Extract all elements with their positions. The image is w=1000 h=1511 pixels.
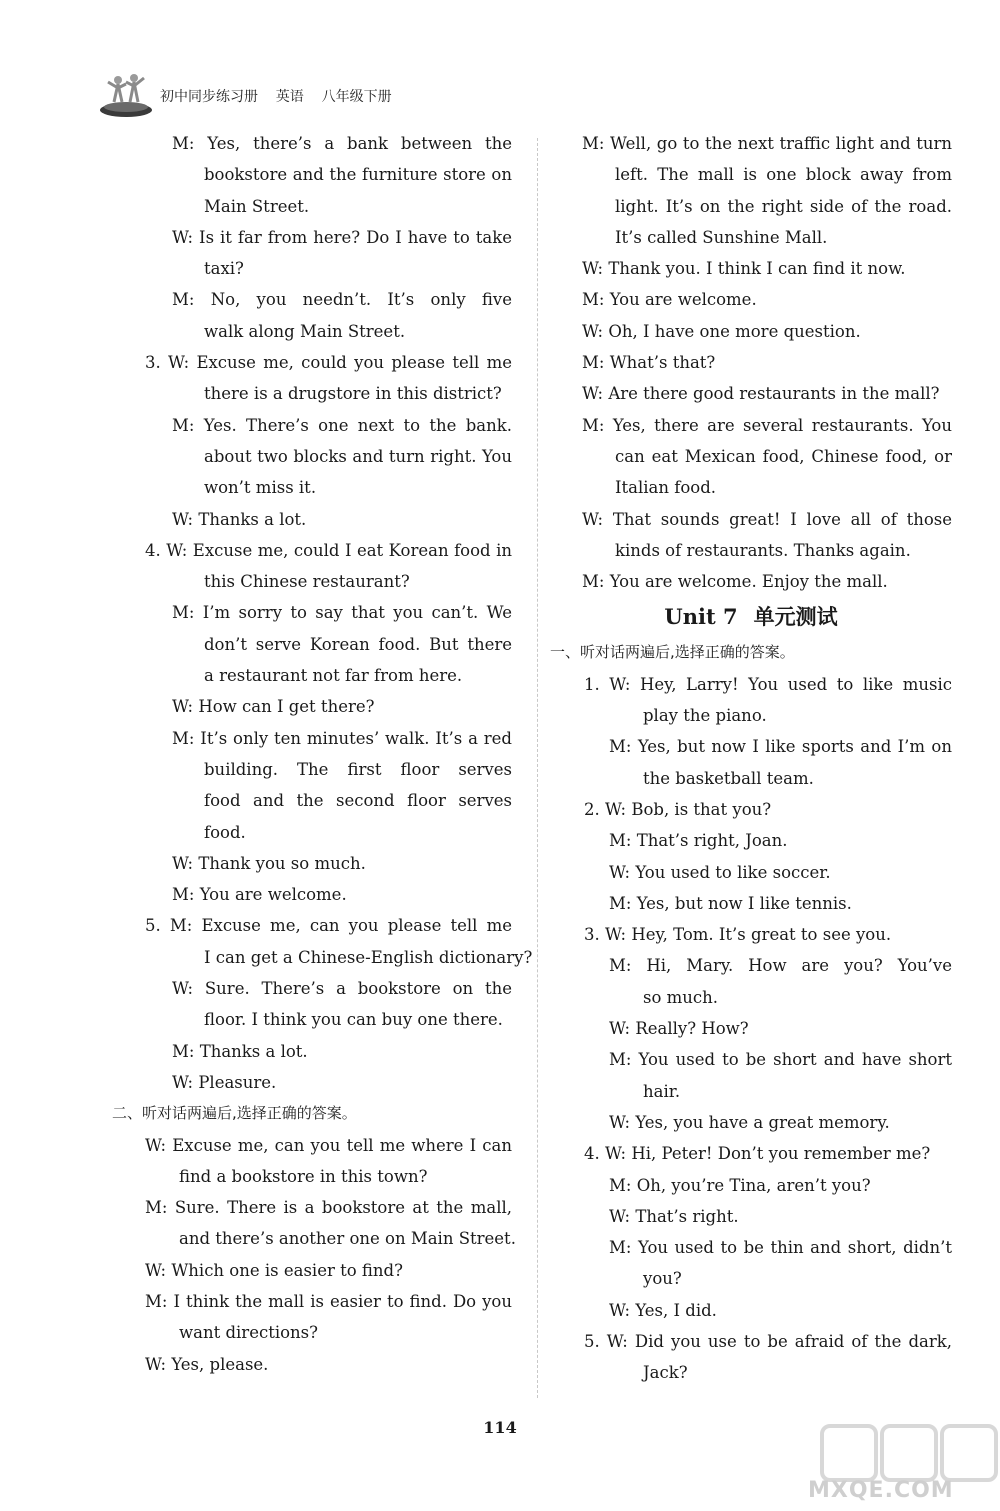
text-line: 4. W: Hi, Peter! Don’t you remember me? bbox=[584, 1144, 931, 1164]
text-line: M: You used to be thin and short, didn’t bbox=[609, 1238, 952, 1258]
text-line: a restaurant not far from here. bbox=[204, 666, 463, 686]
text-line: W: Which one is easier to find? bbox=[145, 1260, 403, 1280]
text-line: M: I’m sorry to say that you can’t. We bbox=[172, 603, 512, 623]
text-line: W: That’s right. bbox=[609, 1206, 739, 1226]
section-heading: 一、听对话两遍后,选择正确的答案。 bbox=[550, 643, 795, 662]
header-title: 初中同步练习册 英语 八年级下册 bbox=[160, 89, 392, 105]
text-line: can eat Mexican food, Chinese food, or bbox=[615, 446, 952, 466]
text-line: find a bookstore in this town? bbox=[179, 1166, 428, 1186]
text-line: W: Yes, I did. bbox=[609, 1300, 717, 1320]
text-line: left. The mall is one block away from bbox=[615, 165, 952, 185]
text-line: W: Sure. There’s a bookstore on the bbox=[172, 979, 512, 999]
text-line: 3. W: Excuse me, could you please tell me bbox=[145, 353, 512, 373]
text-line: 2. W: Bob, is that you? bbox=[584, 799, 772, 819]
text-line: M: Hi, Mary. How are you? You’ve bbox=[609, 956, 952, 976]
text-line: W: Pleasure. bbox=[172, 1072, 277, 1092]
text-line: M: You are welcome. bbox=[172, 885, 347, 905]
text-line: 5. M: Excuse me, can you please tell me bbox=[145, 916, 512, 936]
page-number: 114 bbox=[483, 1418, 517, 1437]
text-line: M: Yes. There’s one next to the bank. bbox=[172, 415, 512, 435]
text-line: won’t miss it. bbox=[204, 478, 317, 498]
text-line: W: How can I get there? bbox=[172, 697, 375, 717]
text-line: 4. W: Excuse me, could I eat Korean food in bbox=[145, 540, 512, 560]
watermark-box-icon bbox=[880, 1424, 938, 1482]
text-line: 5. W: Did you use to be afraid of the dark, bbox=[584, 1331, 952, 1351]
text-line: M: I think the mall is easier to find. Do you bbox=[145, 1291, 512, 1311]
text-line: food and the second floor serves bbox=[204, 791, 512, 811]
text-line: M: What’s that? bbox=[582, 353, 716, 373]
text-line: It’s called Sunshine Mall. bbox=[615, 227, 828, 247]
unit-title-cn: 单元测试 bbox=[753, 605, 838, 630]
text-line: W: Yes, you have a great memory. bbox=[609, 1112, 890, 1132]
text-line: W: Yes, please. bbox=[145, 1354, 269, 1374]
text-line: there is a drugstore in this district? bbox=[204, 384, 502, 404]
text-line: play the piano. bbox=[643, 706, 767, 726]
text-line: Italian food. bbox=[615, 478, 717, 498]
text-line: M: No, you needn’t. It’s only five bbox=[172, 290, 512, 310]
watermark-box-icon bbox=[940, 1424, 998, 1482]
text-line: light. It’s on the right side of the road. bbox=[615, 196, 952, 216]
text-line: don’t serve Korean food. But there bbox=[204, 634, 512, 654]
text-line: W: That sounds great! I love all of those bbox=[582, 509, 952, 529]
unit-title-en: Unit 7 bbox=[664, 604, 738, 630]
text-line: M: That’s right, Joan. bbox=[609, 831, 788, 851]
watermark-box-icon bbox=[820, 1424, 878, 1482]
text-line: want directions? bbox=[179, 1323, 318, 1343]
watermark-text: MXQE.COM bbox=[808, 1478, 954, 1503]
left-column bbox=[112, 128, 533, 1380]
text-line: I can get a Chinese-English dictionary? bbox=[204, 947, 533, 967]
page-header bbox=[100, 72, 400, 122]
text-line: W: Thank you. I think I can find it now. bbox=[582, 259, 906, 279]
text-line: W: You used to like soccer. bbox=[609, 862, 831, 882]
right-column bbox=[550, 128, 952, 1389]
text-line: hair. bbox=[643, 1081, 681, 1101]
text-line: M: Oh, you’re Tina, aren’t you? bbox=[609, 1175, 871, 1195]
text-line: building. The first floor serves bbox=[204, 759, 512, 779]
text-line: M: You are welcome. Enjoy the mall. bbox=[582, 572, 888, 592]
text-line: about two blocks and turn right. You bbox=[204, 446, 512, 466]
text-line: food. bbox=[204, 822, 246, 842]
text-line: W: Thank you so much. bbox=[172, 853, 366, 873]
text-line: M: Thanks a lot. bbox=[172, 1041, 308, 1061]
text-line: kinds of restaurants. Thanks again. bbox=[615, 540, 911, 560]
column-divider bbox=[537, 138, 538, 1398]
watermark-logo bbox=[790, 1420, 1000, 1511]
text-line: W: Excuse me, can you tell me where I can bbox=[145, 1135, 512, 1155]
text-line: M: Well, go to the next traffic light and turn bbox=[582, 134, 952, 153]
text-line: this Chinese restaurant? bbox=[204, 572, 410, 592]
text-line: 3. W: Hey, Tom. It’s great to see you. bbox=[584, 925, 892, 945]
unit-title bbox=[550, 597, 952, 637]
text-line: bookstore and the furniture store on bbox=[204, 165, 512, 185]
text-line: 1. W: Hey, Larry! You used to like music bbox=[584, 674, 952, 694]
book-logo-icon bbox=[100, 72, 156, 118]
text-line: M: Sure. There is a bookstore at the mall, bbox=[145, 1198, 512, 1218]
text-line: the basketball team. bbox=[643, 768, 814, 788]
text-line: W: Thanks a lot. bbox=[172, 509, 307, 529]
text-line: Main Street. bbox=[204, 196, 310, 216]
text-line: M: Yes, but now I like tennis. bbox=[609, 893, 852, 913]
section-heading: 二、听对话两遍后,选择正确的答案。 bbox=[112, 1104, 357, 1123]
text-line: M: It’s only ten minutes’ walk. It’s a red bbox=[172, 728, 512, 748]
text-line: W: Really? How? bbox=[609, 1019, 749, 1039]
text-line: Jack? bbox=[643, 1363, 688, 1383]
text-line: and there’s another one on Main Street. bbox=[179, 1229, 516, 1249]
text-line: so much. bbox=[643, 987, 719, 1007]
text-line: walk along Main Street. bbox=[204, 321, 406, 341]
text-line: M: You used to be short and have short bbox=[609, 1050, 952, 1070]
text-line: M: Yes, there’s a bank between the bbox=[172, 134, 512, 153]
text-line: you? bbox=[643, 1269, 682, 1289]
text-line: W: Oh, I have one more question. bbox=[582, 321, 861, 341]
text-line: taxi? bbox=[204, 259, 244, 279]
text-line: floor. I think you can buy one there. bbox=[204, 1010, 503, 1030]
text-line: W: Is it far from here? Do I have to take bbox=[172, 227, 512, 247]
text-line: M: Yes, there are several restaurants. You bbox=[582, 415, 952, 435]
text-line: M: You are welcome. bbox=[582, 290, 757, 310]
text-line: W: Are there good restaurants in the mall? bbox=[582, 384, 940, 404]
text-line: M: Yes, but now I like sports and I’m on bbox=[609, 737, 952, 757]
